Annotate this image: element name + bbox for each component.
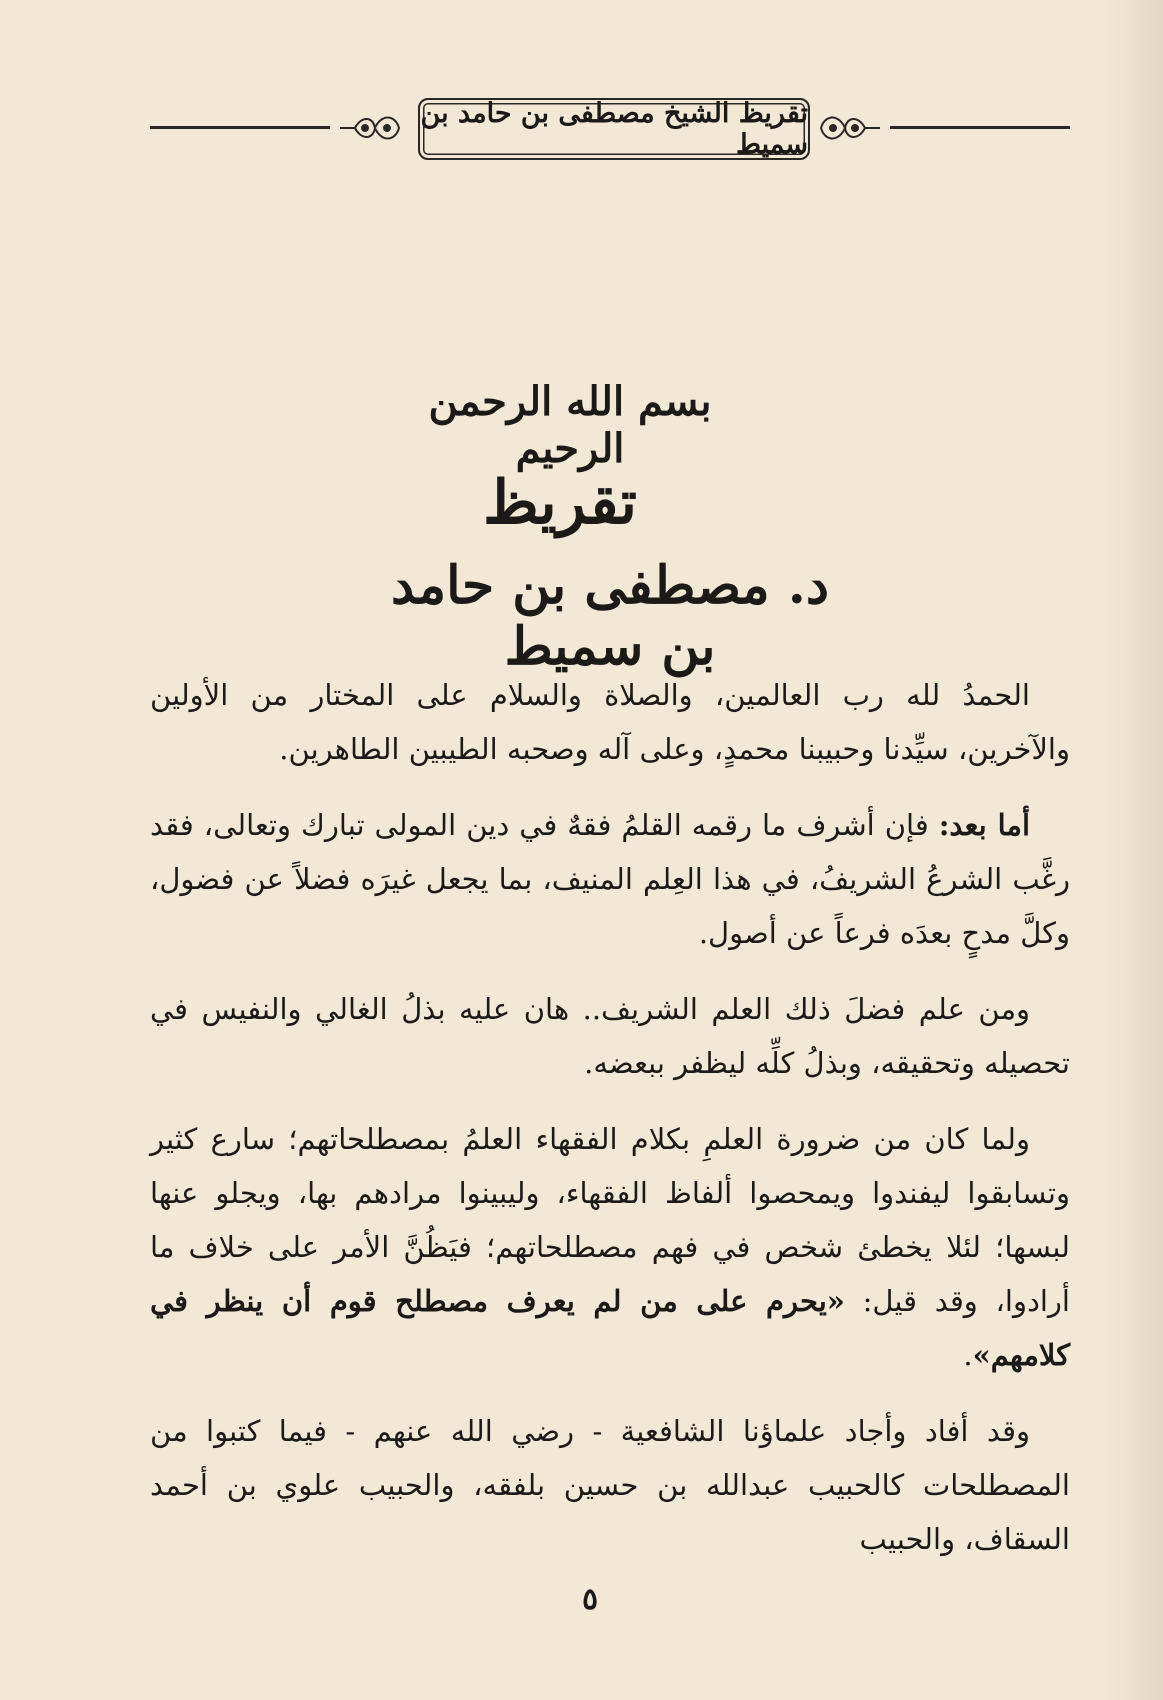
header-rule-right	[890, 126, 1070, 129]
page-edge-shadow	[1103, 0, 1163, 1700]
paragraph-4	[150, 1112, 1070, 1382]
paragraph-4-text: ولما كان من ضرورة العلمِ بكلام الفقهاء العلمُ بمصطلحاتهم؛ سارع كثير وتسابقوا ليفندوا ويمحصوا ألفاظ الفقهاء، وليبينوا مرادهم بها، ويجلو عنها لبسها؛ لئلا يخطئ شخص في فهم مصطلحاتهم؛ فيَظُنَّ الأمر على خلاف ما أرادوا، وقد قيل:	[150, 1122, 1070, 1318]
paragraph-2-text: فإن أشرف ما رقمه القلمُ فقهٌ في دين المولى تبارك وتعالى، فقد رغَّب الشرعُ الشريفُ، في هذا العِلم المنيف، بما يجعل غيرَه فضلاً عن فضول، وكلَّ مدحٍ بعدَه فرعاً عن أصول.	[150, 808, 1070, 950]
paragraph-1-text: الحمدُ لله رب العالمين، والصلاة والسلام على المختار من الأولين والآخرين، سيِّدنا وحبيبنا محمدٍ، وعلى آله وصحبه الطيبين الطاهرين.	[150, 678, 1070, 766]
paragraph-2	[150, 798, 1070, 960]
page-number: ٥	[581, 1582, 599, 1617]
paragraph-5	[150, 1404, 1070, 1566]
paragraph-3	[150, 982, 1070, 1090]
header-title: تقريظ الشيخ مصطفى بن حامد بن سميط	[418, 98, 810, 160]
paragraph-5-text: وقد أفاد وأجاد علماؤنا الشافعية - رضي الله عنهم - فيما كتبوا من المصطلحات كالحبيب عبدالله بن حسين بلفقه، والحبيب علوي بن أحمد السقاف، والحبيب	[150, 1414, 1070, 1556]
section-heading: تقريظ	[483, 468, 637, 538]
floral-ornament-icon	[335, 106, 405, 150]
header-rule-left	[150, 126, 330, 129]
paragraph-3-text: ومن علم فضلَ ذلك العلم الشريف.. هان عليه بذلُ الغالي والنفيس في تحصيله وتحقيقه، وبذلُ كلِّه ليظفر ببعضه.	[150, 992, 1070, 1080]
paragraph-2-lead: أما بعد:	[938, 808, 1031, 842]
body-text	[150, 668, 1070, 1588]
paragraph-4-quote: «يحرم على من لم يعرف مصطلح قوم أن ينظر في كلامهم»	[150, 1284, 1070, 1372]
basmala: بسم الله الرحمن الرحيم	[428, 378, 712, 472]
paragraph-4-end: .	[963, 1338, 973, 1372]
paragraph-1	[150, 668, 1070, 776]
floral-ornament-icon	[815, 106, 885, 150]
author-name: د. مصطفى بن حامد بن سميط	[390, 555, 829, 677]
running-header	[150, 92, 1070, 164]
